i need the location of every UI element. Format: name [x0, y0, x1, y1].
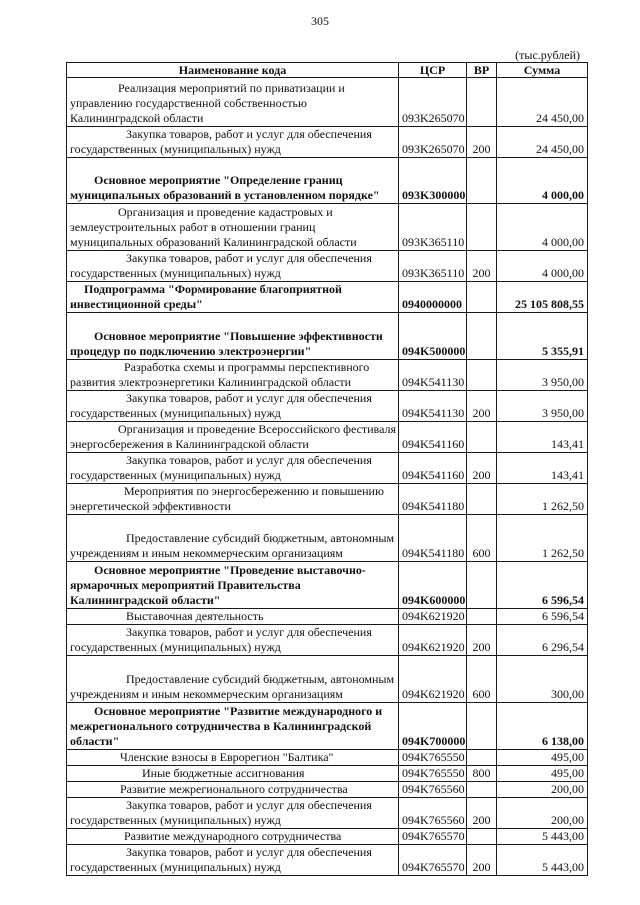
table-row: [67, 484, 588, 515]
table-row: [67, 829, 588, 845]
table-row: [67, 282, 588, 313]
page-number: 305: [311, 14, 329, 28]
row-csr-cell: 094K765550: [399, 750, 467, 766]
row-csr-cell: 094K621920: [399, 656, 467, 703]
row-sum-cell: 200,00: [497, 782, 588, 798]
row-name-line: Подпрограмма "Формирование благоприятной: [84, 282, 342, 296]
table-row: [67, 313, 588, 360]
table-row: [67, 782, 588, 798]
row-name-cell: [67, 78, 399, 127]
row-csr-cell: 093K265070: [399, 78, 467, 127]
row-name-cell: [67, 766, 399, 782]
row-csr-cell: 0940000000: [399, 282, 467, 313]
row-vr-cell: [467, 360, 497, 391]
row-csr-cell: 094K621920: [399, 609, 467, 625]
row-csr-cell: 094K765550: [399, 766, 467, 782]
row-name-line: Развитие международного сотрудничества: [124, 829, 342, 843]
row-name-line: землеустроительных работ в отношении границ: [70, 220, 316, 234]
row-name-line: Закупка товаров, работ и услуг для обеспечения: [126, 251, 372, 265]
row-vr-cell: [467, 282, 497, 313]
row-name-line: Основное мероприятие "Повышение эффективности: [94, 329, 383, 343]
row-vr-cell: 200: [467, 251, 497, 282]
row-name-line: энергетической эффективности: [70, 499, 231, 513]
row-name-line: Основное мероприятие "Развитие международного и: [94, 704, 383, 718]
table-row: [67, 78, 588, 127]
row-name-cell: [67, 251, 399, 282]
row-name-line: муниципальных образований в установленном порядке": [70, 188, 380, 202]
row-vr-cell: [467, 703, 497, 750]
table-row: [67, 766, 588, 782]
row-name-line: развития электроэнергетики Калининградской области: [70, 375, 352, 389]
row-name-line: Выставочная деятельность: [126, 609, 264, 623]
row-vr-cell: [467, 750, 497, 766]
row-name-line: Закупка товаров, работ и услуг для обеспечения: [126, 127, 372, 141]
row-sum-cell: 495,00: [497, 766, 588, 782]
row-name-cell: [67, 484, 399, 515]
row-name-cell: [67, 609, 399, 625]
row-vr-cell: 200: [467, 453, 497, 484]
row-sum-cell: 24 450,00: [497, 127, 588, 158]
row-sum-cell: 6 296,54: [497, 625, 588, 656]
row-name-line: государственных (муниципальных) нужд: [70, 813, 281, 827]
table-row: [67, 625, 588, 656]
row-sum-cell: 143,41: [497, 453, 588, 484]
row-name-line: Организация и проведение кадастровых и: [118, 205, 333, 219]
row-name-cell: [67, 656, 399, 703]
row-name-line: Основное мероприятие "Определение границ: [94, 173, 343, 187]
row-sum-cell: 495,00: [497, 750, 588, 766]
row-name-line: Развитие межрегионального сотрудничества: [120, 782, 348, 796]
table-header-row: [67, 63, 588, 78]
row-name-line: Калининградской области": [70, 593, 221, 607]
row-name-line: Закупка товаров, работ и услуг для обеспечения: [126, 625, 372, 639]
table-row: [67, 703, 588, 750]
row-vr-cell: 200: [467, 625, 497, 656]
row-sum-cell: 200,00: [497, 798, 588, 829]
table-row: [67, 845, 588, 876]
row-sum-cell: 5 443,00: [497, 845, 588, 876]
table-row: [67, 391, 588, 422]
units-label: (тыс.рублей): [515, 48, 580, 62]
row-vr-cell: [467, 829, 497, 845]
row-name-line: управлению государственной собственностью: [70, 96, 307, 110]
table-row: [67, 656, 588, 703]
row-sum-cell: 6 138,00: [497, 703, 588, 750]
row-sum-cell: 3 950,00: [497, 360, 588, 391]
row-name-line: процедур по подключению электроэнергии": [70, 344, 312, 358]
row-name-cell: [67, 204, 399, 251]
row-name-cell: [67, 515, 399, 562]
row-name-cell: [67, 782, 399, 798]
table-row: [67, 251, 588, 282]
row-vr-cell: [467, 562, 497, 609]
table-row: [67, 515, 588, 562]
row-vr-cell: 200: [467, 798, 497, 829]
row-name-line: Иные бюджетные ассигнования: [142, 766, 305, 780]
header-vr: ВР: [467, 63, 497, 78]
row-sum-cell: 143,41: [497, 422, 588, 453]
row-name-cell: [67, 829, 399, 845]
row-name-line: Основное мероприятие "Проведение выставочно-: [94, 563, 366, 577]
row-vr-cell: [467, 158, 497, 204]
row-vr-cell: [467, 609, 497, 625]
row-name-line: государственных (муниципальных) нужд: [70, 142, 281, 156]
table-row: [67, 158, 588, 204]
table-row: [67, 453, 588, 484]
row-sum-cell: 4 000,00: [497, 158, 588, 204]
row-name-cell: [67, 845, 399, 876]
row-name-line: Предоставление субсидий бюджетным, автономным: [126, 672, 395, 686]
row-vr-cell: [467, 782, 497, 798]
row-name-line: Организация и проведение Всероссийского фестиваля: [118, 422, 397, 436]
row-sum-cell: 4 000,00: [497, 204, 588, 251]
table-row: [67, 609, 588, 625]
row-name-line: муниципальных образований Калининградской области: [70, 235, 357, 249]
row-sum-cell: 6 596,54: [497, 562, 588, 609]
row-name-cell: [67, 562, 399, 609]
row-name-line: Закупка товаров, работ и услуг для обеспечения: [126, 391, 372, 405]
table-row: [67, 360, 588, 391]
row-csr-cell: 094K765560: [399, 798, 467, 829]
row-name-line: энергосбережения в Калининградской области: [70, 437, 309, 451]
row-name-line: Членские взносы в Еврорегион "Балтика": [120, 750, 334, 764]
row-csr-cell: 094K765570: [399, 829, 467, 845]
row-sum-cell: 300,00: [497, 656, 588, 703]
row-csr-cell: 094K541130: [399, 391, 467, 422]
row-name-line: Предоставление субсидий бюджетным, автономным: [126, 531, 395, 545]
row-name-line: государственных (муниципальных) нужд: [70, 468, 281, 482]
row-csr-cell: 094K500000: [399, 313, 467, 360]
header-name: Наименование кода: [67, 63, 399, 78]
row-csr-cell: 093K365110: [399, 204, 467, 251]
row-name-cell: [67, 158, 399, 204]
row-name-cell: [67, 703, 399, 750]
row-csr-cell: 094K541160: [399, 453, 467, 484]
budget-table: [66, 62, 588, 876]
row-vr-cell: 600: [467, 656, 497, 703]
row-csr-cell: 094K541130: [399, 360, 467, 391]
row-name-cell: [67, 453, 399, 484]
header-sum: Сумма: [497, 63, 588, 78]
row-name-line: Закупка товаров, работ и услуг для обеспечения: [126, 845, 372, 859]
row-name-line: Закупка товаров, работ и услуг для обеспечения: [126, 453, 372, 467]
row-sum-cell: 6 596,54: [497, 609, 588, 625]
row-sum-cell: 1 262,50: [497, 484, 588, 515]
row-name-line: учреждениям и иным некоммерческим организациям: [70, 546, 343, 560]
table-row: [67, 750, 588, 766]
row-sum-cell: 1 262,50: [497, 515, 588, 562]
row-name-cell: [67, 798, 399, 829]
row-csr-cell: 094K765560: [399, 782, 467, 798]
row-name-line: государственных (муниципальных) нужд: [70, 266, 281, 280]
row-csr-cell: 093K265070: [399, 127, 467, 158]
row-csr-cell: 094K700000: [399, 703, 467, 750]
row-csr-cell: 094K541180: [399, 484, 467, 515]
row-name-cell: [67, 282, 399, 313]
row-name-line: межрегионального сотрудничества в Калининградской: [70, 719, 372, 733]
table-body: [67, 78, 588, 876]
row-name-line: Мероприятия по энергосбережению и повышению: [124, 484, 384, 498]
row-vr-cell: [467, 422, 497, 453]
table-row: [67, 422, 588, 453]
row-vr-cell: 600: [467, 515, 497, 562]
row-vr-cell: [467, 484, 497, 515]
row-name-cell: [67, 750, 399, 766]
row-name-cell: [67, 625, 399, 656]
row-vr-cell: [467, 313, 497, 360]
row-name-line: учреждениям и иным некоммерческим организациям: [70, 687, 343, 701]
header-csr: ЦСР: [399, 63, 467, 78]
row-name-line: государственных (муниципальных) нужд: [70, 406, 281, 420]
row-vr-cell: [467, 204, 497, 251]
row-name-line: государственных (муниципальных) нужд: [70, 860, 281, 874]
row-name-line: Закупка товаров, работ и услуг для обеспечения: [126, 798, 372, 812]
table-row: [67, 798, 588, 829]
row-csr-cell: 093K365110: [399, 251, 467, 282]
row-name-line: Разработка схемы и программы перспективного: [124, 360, 370, 374]
row-csr-cell: 094K600000: [399, 562, 467, 609]
row-csr-cell: 093K300000: [399, 158, 467, 204]
row-name-cell: [67, 360, 399, 391]
row-sum-cell: 3 950,00: [497, 391, 588, 422]
row-name-line: Реализация мероприятий по приватизации и: [118, 81, 345, 95]
row-sum-cell: 5 443,00: [497, 829, 588, 845]
row-name-cell: [67, 422, 399, 453]
row-name-cell: [67, 313, 399, 360]
row-name-line: инвестиционной среды": [70, 297, 203, 311]
row-name-line: государственных (муниципальных) нужд: [70, 640, 281, 654]
row-vr-cell: [467, 78, 497, 127]
row-vr-cell: 800: [467, 766, 497, 782]
table-row: [67, 562, 588, 609]
row-name-cell: [67, 391, 399, 422]
row-csr-cell: 094K621920: [399, 625, 467, 656]
row-sum-cell: 4 000,00: [497, 251, 588, 282]
row-name-cell: [67, 127, 399, 158]
row-csr-cell: 094K541180: [399, 515, 467, 562]
table-row: [67, 204, 588, 251]
row-name-line: Калининградской области: [70, 111, 204, 125]
row-name-line: области": [70, 734, 120, 748]
row-csr-cell: 094K765570: [399, 845, 467, 876]
row-sum-cell: 25 105 808,55: [497, 282, 588, 313]
row-name-line: ярмарочных мероприятий Правительства: [70, 578, 301, 592]
row-sum-cell: 5 355,91: [497, 313, 588, 360]
row-sum-cell: 24 450,00: [497, 78, 588, 127]
row-vr-cell: 200: [467, 391, 497, 422]
row-vr-cell: 200: [467, 127, 497, 158]
table-row: [67, 127, 588, 158]
row-csr-cell: 094K541160: [399, 422, 467, 453]
row-vr-cell: 200: [467, 845, 497, 876]
